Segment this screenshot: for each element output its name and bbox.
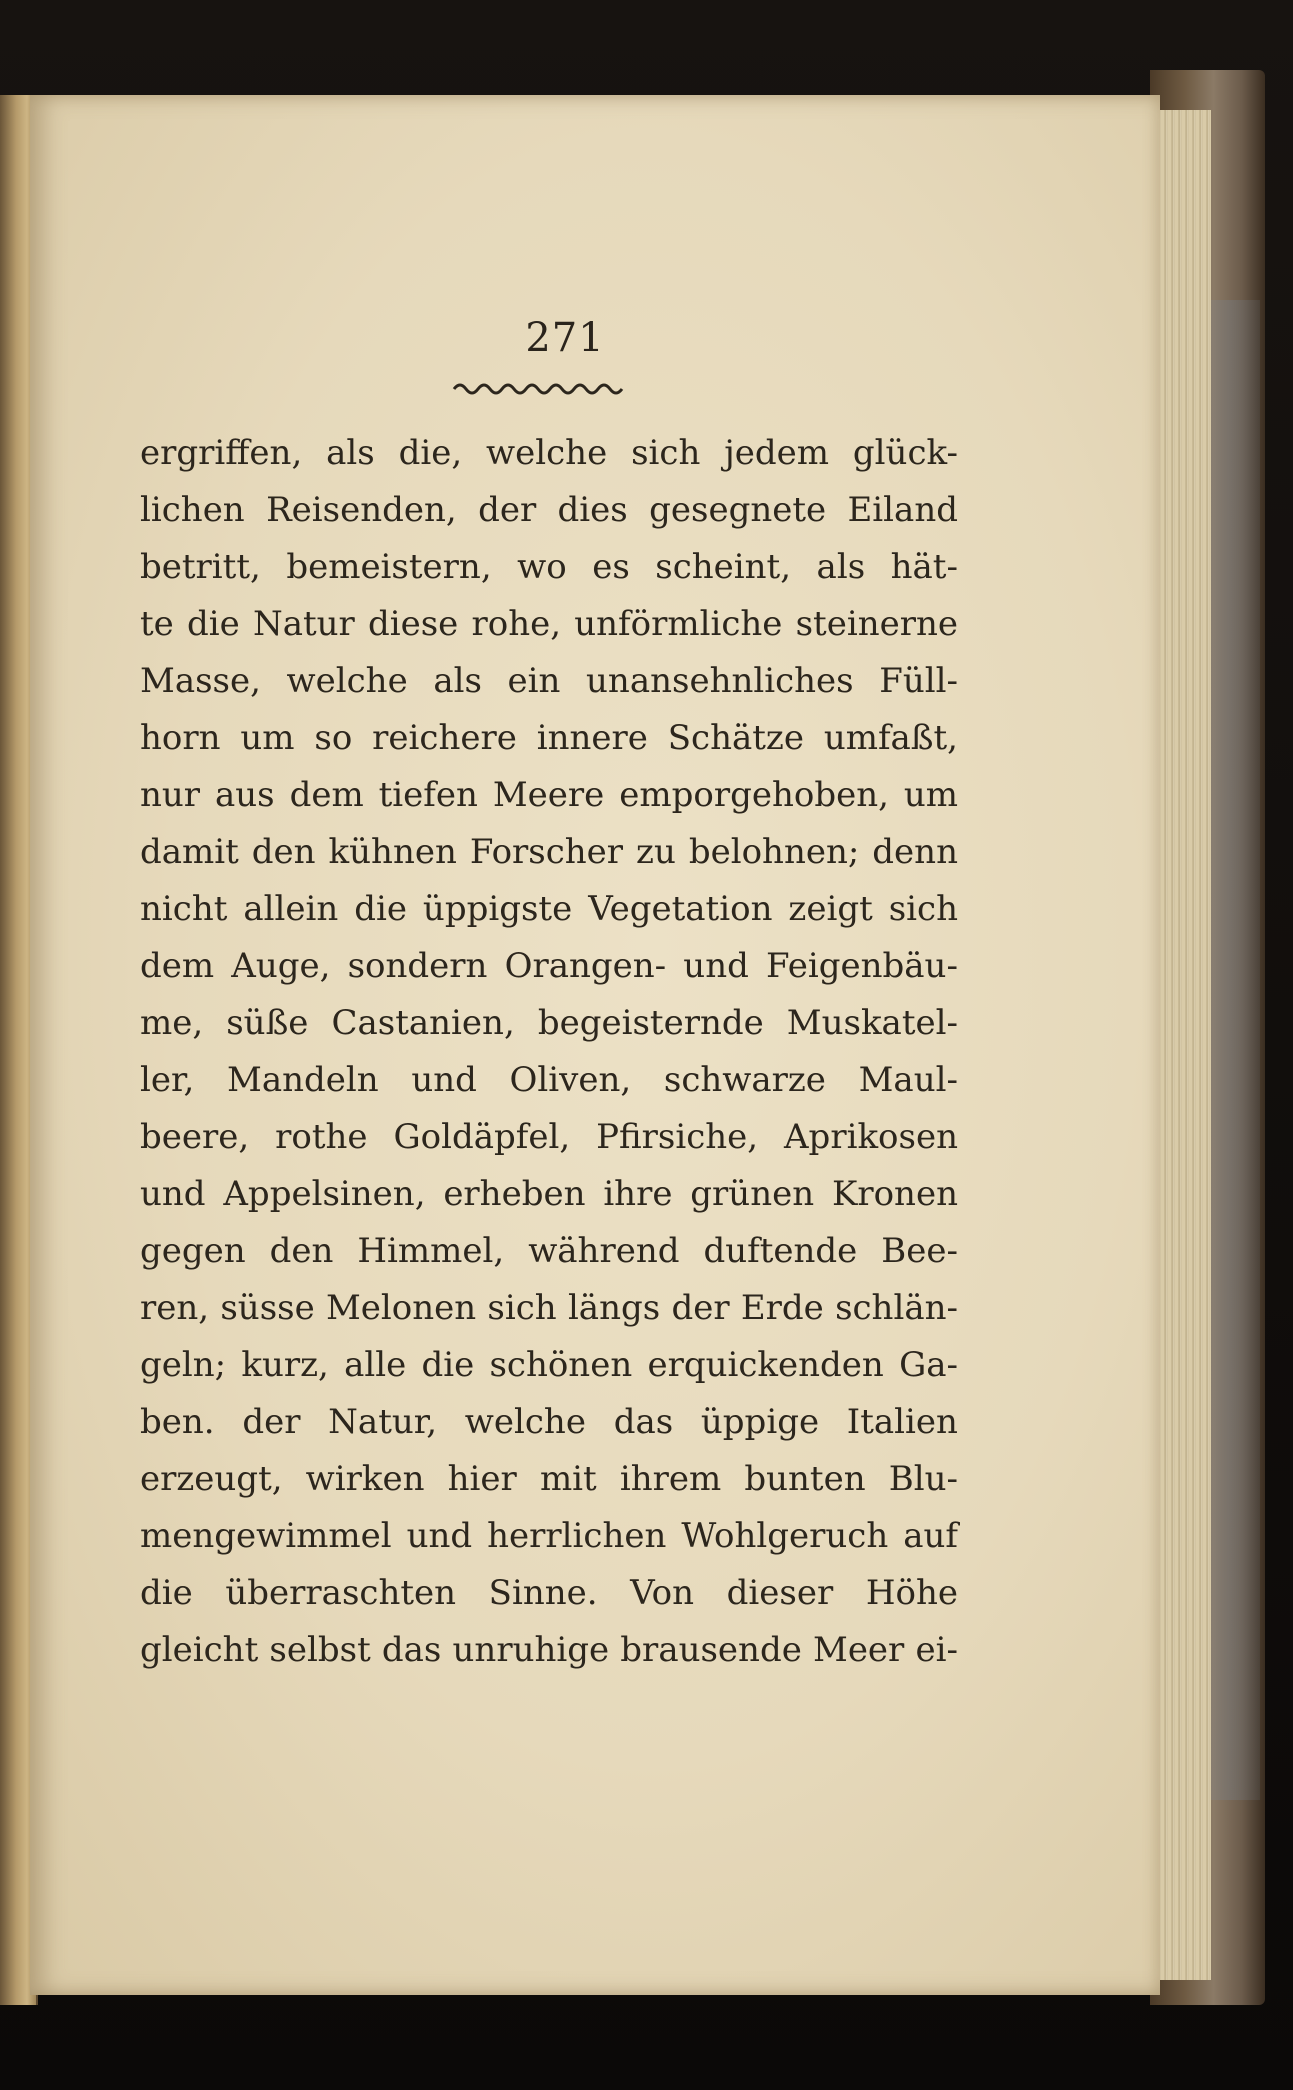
word: hier [447, 1459, 517, 1499]
ornament-divider [450, 377, 630, 397]
text-line [140, 596, 958, 653]
word: bemeistern, [286, 547, 492, 587]
word: ei- [915, 1630, 958, 1670]
word: auf [903, 1516, 958, 1556]
text-line [140, 1337, 958, 1394]
word: Maul- [858, 1060, 958, 1100]
word: Kronen [831, 1174, 958, 1214]
word: geln; [140, 1345, 227, 1385]
text-line [140, 1280, 958, 1337]
word: Masse, [140, 661, 261, 701]
word: Reisenden, [266, 490, 457, 530]
word: Feigenbäu- [766, 946, 958, 986]
word: sich [888, 889, 958, 929]
word: mit [539, 1459, 597, 1499]
word: belohnen; [688, 832, 860, 872]
text-line [140, 482, 958, 539]
text-line [140, 653, 958, 710]
word: steinerne [795, 604, 958, 644]
word: nur [140, 775, 201, 815]
word: das [381, 1630, 442, 1670]
word: bunten [744, 1459, 866, 1499]
word: die [421, 1345, 475, 1385]
word: Sinne. [488, 1573, 598, 1613]
word: der [242, 1402, 301, 1442]
word: glück- [852, 433, 958, 473]
page-number: 271 [525, 315, 605, 361]
text-line [140, 938, 958, 995]
word: horn [140, 718, 221, 758]
word: Vegetation [588, 889, 773, 929]
text-line [140, 1394, 958, 1451]
word: Forscher [469, 832, 624, 872]
word: Mandeln [227, 1060, 379, 1100]
text-line [140, 425, 958, 482]
word: mengewimmel [140, 1516, 392, 1556]
word: rothe [275, 1117, 368, 1157]
word: Himmel, [357, 1231, 505, 1271]
word: allein [243, 889, 339, 929]
word: die [186, 604, 240, 644]
word: die [354, 889, 407, 929]
word: emporgehoben, [619, 775, 889, 815]
text-line [140, 1166, 958, 1223]
word: den [269, 1231, 334, 1271]
word: Höhe [865, 1573, 958, 1613]
word: zu [636, 832, 676, 872]
word: der [671, 1288, 730, 1328]
word: ren, [140, 1288, 210, 1328]
word: als [326, 433, 375, 473]
word: so [314, 718, 353, 758]
body-text [140, 425, 958, 1679]
word: um [903, 775, 958, 815]
word: me, [140, 1003, 204, 1043]
word: und [683, 946, 749, 986]
word: grünen [690, 1174, 815, 1214]
word: schwarze [663, 1060, 826, 1100]
word: Eiland [847, 490, 958, 530]
word: kühnen [328, 832, 457, 872]
word: längs [567, 1288, 661, 1328]
word: Von [630, 1573, 694, 1613]
word: te [140, 604, 174, 644]
word: die [140, 1573, 193, 1613]
word: unansehnliches [586, 661, 854, 701]
word: den [251, 832, 316, 872]
word: Ga- [899, 1345, 958, 1385]
word: scheint, [655, 547, 792, 587]
word: sich [487, 1288, 557, 1328]
word: ler, [140, 1060, 195, 1100]
word: Blu- [888, 1459, 958, 1499]
text-line [140, 539, 958, 596]
book-page [30, 95, 1160, 1995]
word: unförmliche [574, 604, 783, 644]
word: duftende [703, 1231, 858, 1271]
word: während [528, 1231, 680, 1271]
word: Melonen [325, 1288, 477, 1328]
word: erquickenden [647, 1345, 884, 1385]
word: Bee- [881, 1231, 958, 1271]
text-line [140, 1508, 958, 1565]
word: Italien [846, 1402, 958, 1442]
word: nicht [140, 889, 228, 929]
word: selbst [269, 1630, 371, 1670]
word: Muskatel- [786, 1003, 958, 1043]
word: umfaßt, [823, 718, 958, 758]
word: zeigt [788, 889, 873, 929]
text-line [140, 1223, 958, 1280]
word: üppige [700, 1402, 820, 1442]
word: kurz, [241, 1345, 329, 1385]
word: aus [215, 775, 275, 815]
word: welche [486, 433, 608, 473]
word: innere [536, 718, 648, 758]
word: süsse [220, 1288, 315, 1328]
text-line [140, 1622, 958, 1679]
word: ihre [603, 1174, 673, 1214]
word: sondern [347, 946, 488, 986]
word: denn [872, 832, 958, 872]
word: dem [140, 946, 215, 986]
word: süße [226, 1003, 309, 1043]
word: Castanien, [331, 1003, 515, 1043]
word: Füll- [879, 661, 958, 701]
word: Natur, [328, 1402, 438, 1442]
word: und [140, 1174, 206, 1214]
word: Wohlgeruch [681, 1516, 889, 1556]
word: begeisternde [537, 1003, 764, 1043]
word: Schätze [667, 718, 804, 758]
word: tiefen [378, 775, 478, 815]
word: herrlichen [487, 1516, 667, 1556]
word: üppigste [422, 889, 573, 929]
word: der [478, 490, 537, 530]
word: lichen [140, 490, 245, 530]
word: dieser [726, 1573, 834, 1613]
word: ein [507, 661, 561, 701]
text-line [140, 1109, 958, 1166]
word: unruhige [452, 1630, 610, 1670]
word: hät- [890, 547, 958, 587]
word: dies [557, 490, 628, 530]
word: Orangen- [504, 946, 667, 986]
word: ergriffen, [140, 433, 303, 473]
text-line [140, 995, 958, 1052]
word: Auge, [231, 946, 331, 986]
word: sich [631, 433, 701, 473]
word: diese [367, 604, 459, 644]
word: als [433, 661, 482, 701]
word: welche [286, 661, 408, 701]
word: und [411, 1060, 477, 1100]
word: gesegnete [649, 490, 827, 530]
word: erzeugt, [140, 1459, 283, 1499]
word: Aprikosen [784, 1117, 958, 1157]
word: Meer [813, 1630, 905, 1670]
word: ihrem [619, 1459, 722, 1499]
text-line [140, 1052, 958, 1109]
word: wirken [305, 1459, 425, 1499]
word: rohe, [471, 604, 562, 644]
word: gegen [140, 1231, 246, 1271]
word: brausende [620, 1630, 802, 1670]
word: schlän- [835, 1288, 958, 1328]
word: das [613, 1402, 674, 1442]
word: dem [289, 775, 364, 815]
word: alle [344, 1345, 407, 1385]
word: wo [517, 547, 567, 587]
word: jedem [724, 433, 830, 473]
word: erheben [443, 1174, 586, 1214]
word: überraschten [225, 1573, 457, 1613]
text-line [140, 1451, 958, 1508]
word: es [592, 547, 630, 587]
text-line [140, 767, 958, 824]
word: Oliven, [509, 1060, 632, 1100]
word: ben. [140, 1402, 215, 1442]
word: betritt, [140, 547, 261, 587]
word: und [406, 1516, 473, 1556]
word: Erde [740, 1288, 824, 1328]
word: die, [398, 433, 463, 473]
text-line [140, 1565, 958, 1622]
text-line [140, 710, 958, 767]
word: schönen [489, 1345, 633, 1385]
word: beere, [140, 1117, 250, 1157]
word: reichere [372, 718, 517, 758]
word: Pfirsiche, [596, 1117, 759, 1157]
word: um [240, 718, 295, 758]
word: Natur [252, 604, 355, 644]
word: gleicht [140, 1630, 259, 1670]
word: Goldäpfel, [393, 1117, 571, 1157]
word: Meere [492, 775, 605, 815]
word: damit [140, 832, 239, 872]
text-line [140, 881, 958, 938]
text-line [140, 824, 958, 881]
word: welche [464, 1402, 586, 1442]
word: als [816, 547, 866, 587]
word: Appelsinen, [223, 1174, 426, 1214]
